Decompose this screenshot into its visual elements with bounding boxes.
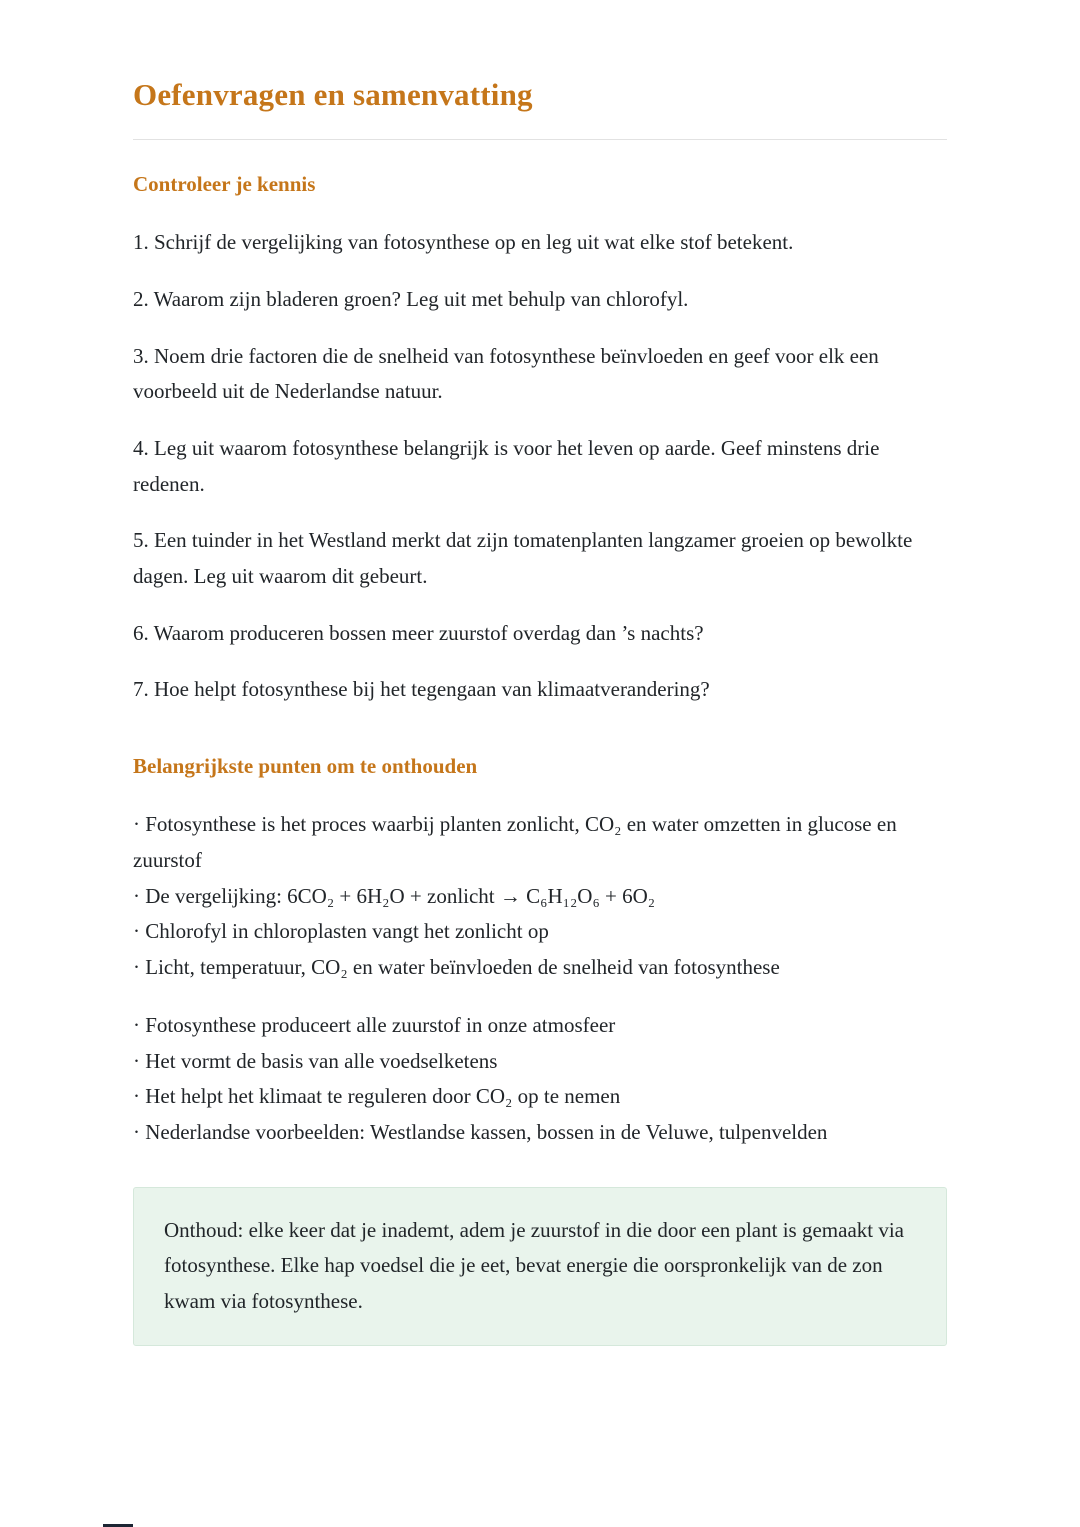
bullet-item: · Het vormt de basis van alle voedselketens bbox=[133, 1044, 947, 1080]
question-5: 5. Een tuinder in het Westland merkt dat zijn tomatenplanten langzamer groeien op bewolkte dagen. Leg uit waarom dit gebeurt. bbox=[133, 528, 913, 588]
bullet-group-2 bbox=[133, 1008, 947, 1151]
question-3: 3. Noem drie factoren die de snelheid van fotosynthese beïnvloeden en geef voor elk een voorbeeld uit de Nederlandse natuur. bbox=[133, 343, 879, 404]
section-heading-check-knowledge: Controleer je kennis bbox=[133, 171, 316, 196]
section-heading-key-points: Belangrijkste punten om te onthouden bbox=[133, 754, 478, 779]
bullet-item: · Licht, temperatuur, CO₂ en water beïnvloeden de snelheid van fotosynthese bbox=[133, 950, 947, 986]
bullet-item: · Nederlandse voorbeelden: Westlandse kassen, bossen in de Veluwe, tulpenvelden bbox=[133, 1115, 947, 1151]
bullet-item: · Fotosynthese is het proces waarbij planten zonlicht, CO₂ en water omzetten in glucose en zuurstof bbox=[133, 807, 947, 878]
remember-callout-text: Onthoud: elke keer dat je inademt, adem je zuurstof in die door een plant is gemaakt via fotosynthese. Elke hap voedsel die je eet, bevat energie die oorspronkelijk van de zon kwam via fotosynthese. bbox=[164, 1217, 905, 1313]
page-title: Oefenvragen en samenvatting bbox=[133, 77, 533, 112]
question-4: 4. Leg uit waarom fotosynthese belangrijk is voor het leven op aarde. Geef minstens drie redenen. bbox=[133, 435, 880, 496]
bullet-item: · De vergelijking: 6CO₂ + 6H₂O + zonlicht → C₆H₁₂O₆ + 6O₂ bbox=[133, 879, 947, 915]
question-7: 7. Hoe helpt fotosynthese bij het tegengaan van klimaatverandering? bbox=[133, 677, 710, 702]
bullet-item: · Chlorofyl in chloroplasten vangt het zonlicht op bbox=[133, 914, 947, 950]
question-6: 6. Waarom produceren bossen meer zuurstof overdag dan ’s nachts? bbox=[133, 620, 704, 645]
section-key-points bbox=[133, 752, 947, 1151]
bullet-item: · Fotosynthese produceert alle zuurstof in onze atmosfeer bbox=[133, 1008, 947, 1044]
question-1: 1. Schrijf de vergelijking van fotosynthese op en leg uit wat elke stof betekent. bbox=[133, 230, 794, 255]
remember-callout bbox=[133, 1187, 947, 1346]
title-divider bbox=[133, 139, 947, 140]
section-check-knowledge bbox=[133, 170, 947, 708]
bullet-group-1 bbox=[133, 807, 947, 985]
question-2: 2. Waarom zijn bladeren groen? Leg uit met behulp van chlorofyl. bbox=[133, 286, 689, 311]
bullet-item: · Het helpt het klimaat te reguleren door CO₂ op te nemen bbox=[133, 1079, 947, 1115]
